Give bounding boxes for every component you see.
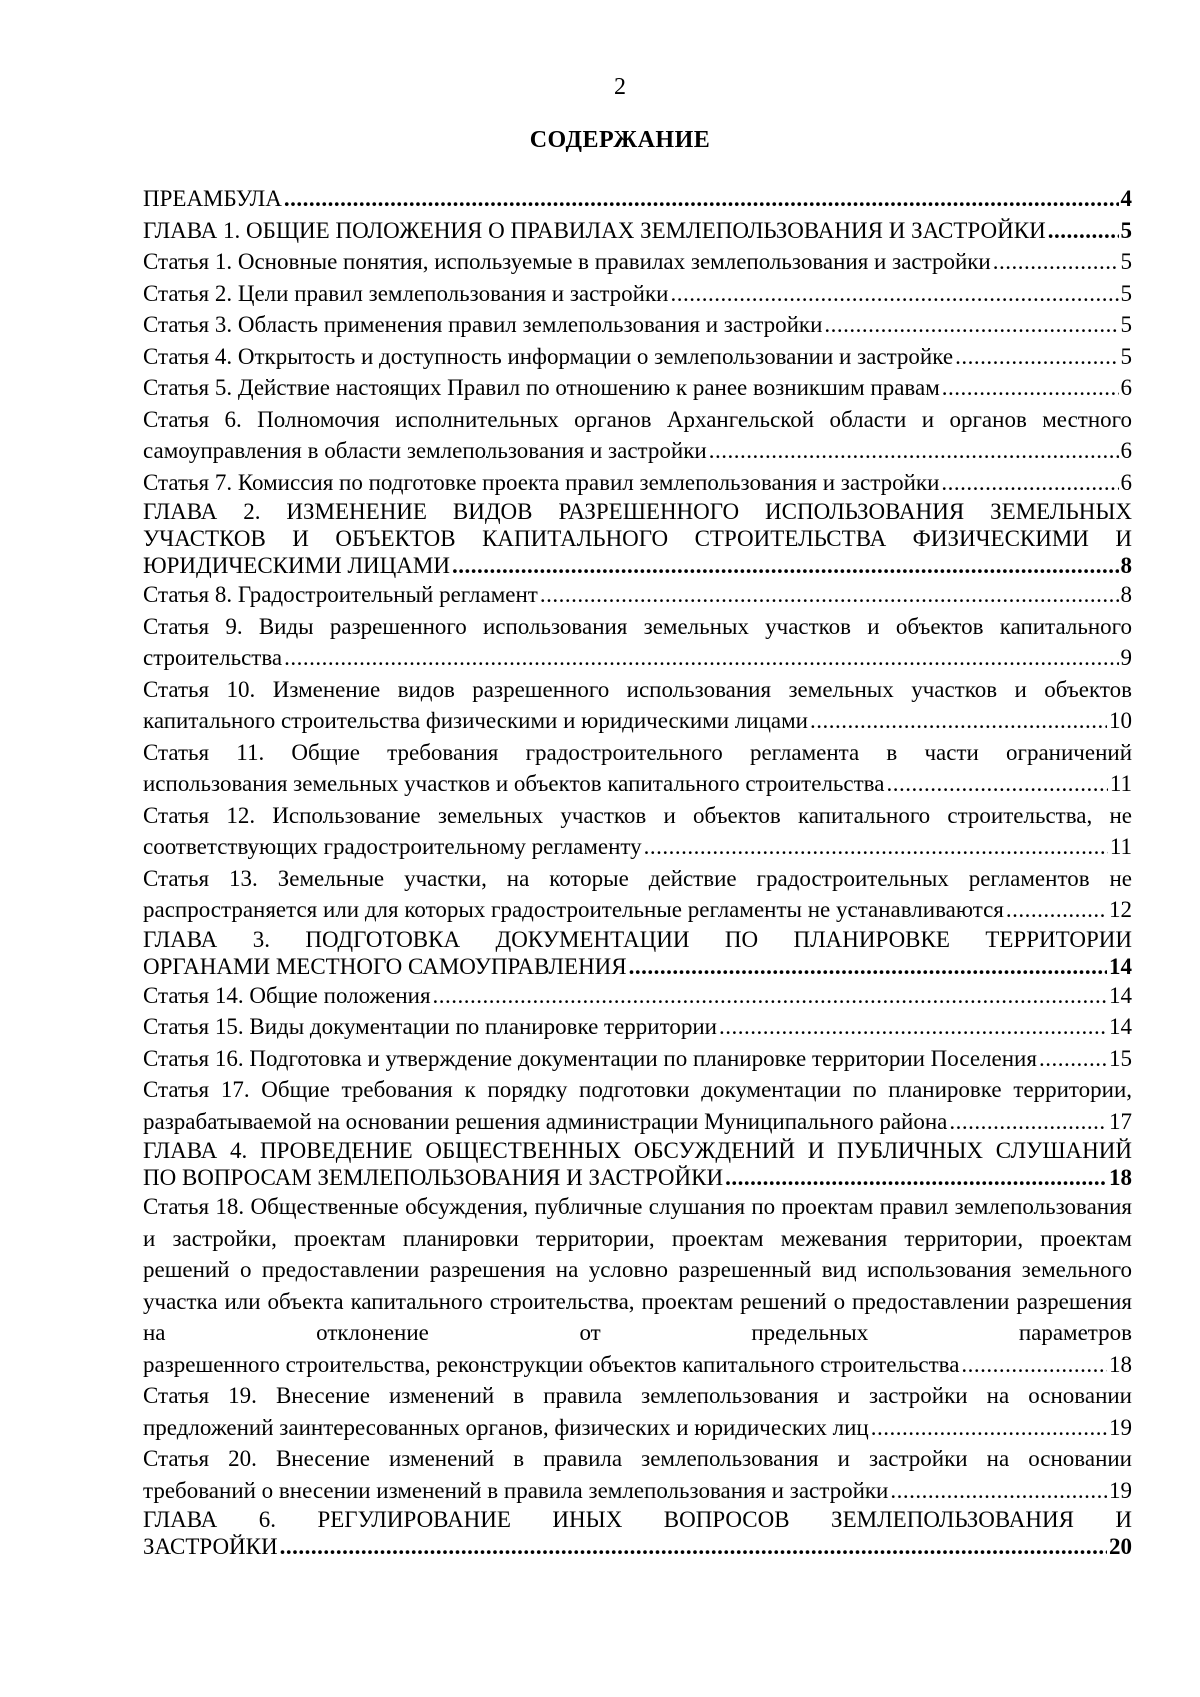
table-of-contents	[143, 183, 1132, 1560]
toc-entry-lead-text: Статья 9. Виды разрешенного использования земельных участков и объектов капитального	[143, 613, 1132, 639]
dot-leader	[886, 768, 1107, 800]
toc-entry-title: распространяется или для которых градостроительные регламенты не устанавливаются	[143, 897, 1004, 922]
toc-entry-line	[143, 953, 1132, 980]
toc-entry-page-number: 12	[1109, 897, 1132, 922]
toc-entry-title: ГЛАВА 1. ОБЩИЕ ПОЛОЖЕНИЯ О ПРАВИЛАХ ЗЕМЛЕПОЛЬЗОВАНИЯ И ЗАСТРОЙКИ	[143, 217, 1046, 243]
toc-article-entry[interactable]	[143, 1043, 1132, 1075]
toc-entry-title: ЗАСТРОЙКИ	[143, 1534, 278, 1559]
toc-chapter-entry[interactable]	[143, 183, 1132, 215]
toc-entry-line	[143, 1412, 1132, 1444]
toc-article-entry[interactable]	[143, 1191, 1132, 1380]
toc-entry-line	[143, 341, 1132, 373]
dot-leader	[949, 1106, 1107, 1138]
toc-entry-line	[143, 1533, 1132, 1560]
toc-entry-line	[143, 980, 1132, 1012]
toc-entry-page-number: 6	[1120, 438, 1132, 463]
toc-entry-page-number: 15	[1109, 1045, 1132, 1071]
toc-article-entry[interactable]	[143, 246, 1132, 278]
dot-leader	[1048, 215, 1119, 247]
toc-entry-page-number: 11	[1109, 834, 1132, 859]
dot-leader	[670, 278, 1118, 310]
toc-entry-title: Статья 1. Основные понятия, используемые в правилах землепользования и застройки	[143, 249, 991, 274]
toc-entry-page-number: 19	[1109, 1414, 1132, 1440]
toc-entry-page-number: 5	[1120, 312, 1132, 337]
toc-entry-page-number: 14	[1109, 1014, 1132, 1039]
dot-leader	[890, 1475, 1107, 1507]
toc-entry-title: предложений заинтересованных органов, физических и юридических лиц	[143, 1414, 869, 1440]
toc-entry-line	[143, 552, 1132, 579]
toc-article-entry[interactable]	[143, 1074, 1132, 1137]
toc-entry-title: ПРЕАМБУЛА	[143, 186, 282, 211]
toc-article-entry[interactable]	[143, 1443, 1132, 1506]
dot-leader	[1006, 894, 1107, 926]
toc-entry-lead-text: Статья 20. Внесение изменений в правила землепользования и застройки на основании	[143, 1446, 1132, 1471]
toc-entry-line	[143, 1106, 1132, 1138]
toc-entry-line	[143, 467, 1132, 499]
toc-entry-page-number: 14	[1109, 953, 1132, 979]
dot-leader	[955, 341, 1118, 373]
toc-article-entry[interactable]	[143, 863, 1132, 926]
toc-article-entry[interactable]	[143, 1011, 1132, 1043]
toc-entry-title: соответствующих градостроительному регламенту	[143, 834, 642, 859]
toc-entry-lead-text: Статья 6. Полномочия исполнительных органов Архангельской области и органов местного	[143, 406, 1132, 432]
toc-entry-lead-text: Статья 17. Общие требования к порядку подготовки документации по планировке территории,	[143, 1077, 1132, 1102]
toc-entry-page-number: 18	[1109, 1165, 1132, 1190]
toc-entry-lead-text: Статья 11. Общие требования градостроительного регламента в части ограничений	[143, 739, 1132, 765]
toc-entry-title: Статья 5. Действие настоящих Правил по отношению к ранее возникшим правам	[143, 375, 940, 400]
toc-entry-line	[143, 642, 1132, 674]
toc-article-entry[interactable]	[143, 737, 1132, 800]
toc-entry-title: использования земельных участков и объектов капитального строительства	[143, 771, 885, 796]
toc-entry-page-number: 14	[1109, 982, 1132, 1008]
toc-entry-page-number: 9	[1120, 645, 1132, 670]
toc-entry-lead-text: ГЛАВА 2. ИЗМЕНЕНИЕ ВИДОВ РАЗРЕШЕННОГО ИСПОЛЬЗОВАНИЯ ЗЕМЕЛЬНЫХ УЧАСТКОВ И ОБЪЕКТОВ КАПИТАЛЬНОГО СТРОИТЕЛЬСТВА ФИЗИЧЕСКИМИ И	[143, 499, 1132, 551]
toc-entry-page-number: 8	[1120, 553, 1132, 578]
toc-entry-title: Статья 14. Общие положения	[143, 982, 431, 1008]
toc-entry-page-number: 6	[1120, 375, 1132, 400]
dot-leader	[871, 1412, 1107, 1444]
toc-entry-title: капитального строительства физическими и юридическими лицами	[143, 708, 808, 733]
dot-leader	[1039, 1043, 1107, 1075]
toc-entry-page-number: 19	[1109, 1477, 1132, 1503]
dot-leader	[629, 953, 1107, 980]
toc-entry-page-number: 17	[1109, 1108, 1132, 1134]
toc-entry-title: ЮРИДИЧЕСКИМИ ЛИЦАМИ	[143, 553, 450, 578]
toc-entry-line	[143, 1475, 1132, 1507]
toc-article-entry[interactable]	[143, 579, 1132, 611]
toc-entry-line	[143, 1164, 1132, 1191]
toc-chapter-entry[interactable]	[143, 498, 1132, 579]
dot-leader	[284, 642, 1118, 674]
dot-leader	[452, 552, 1119, 579]
toc-article-entry[interactable]	[143, 404, 1132, 467]
toc-article-entry[interactable]	[143, 674, 1132, 737]
dot-leader	[644, 831, 1108, 863]
toc-entry-lead-text: ГЛАВА 3. ПОДГОТОВКА ДОКУМЕНТАЦИИ ПО ПЛАНИРОВКЕ ТЕРРИТОРИИ	[143, 926, 1132, 952]
toc-entry-title: строительства	[143, 645, 283, 670]
toc-entry-lead-text: Статья 12. Использование земельных участков и объектов капитального строительства, не	[143, 802, 1132, 828]
toc-entry-title: ОРГАНАМИ МЕСТНОГО САМОУПРАВЛЕНИЯ	[143, 953, 627, 979]
dot-leader	[824, 309, 1118, 341]
toc-entry-page-number: 5	[1120, 343, 1132, 369]
dot-leader	[284, 183, 1119, 215]
dot-leader	[709, 435, 1119, 467]
dot-leader	[810, 705, 1107, 737]
toc-entry-line	[143, 309, 1132, 341]
dot-leader	[993, 246, 1119, 278]
toc-entry-page-number: 8	[1120, 582, 1132, 607]
toc-title: СОДЕРЖАНИЕ	[529, 127, 711, 153]
toc-entry-lead-text: Статья 13. Земельные участки, на которые действие градостроительных регламентов не	[143, 865, 1132, 891]
toc-entry-lead-text: Статья 10. Изменение видов разрешенного использования земельных участков и объектов	[143, 676, 1132, 702]
dot-leader	[942, 372, 1119, 404]
toc-entry-page-number: 18	[1109, 1351, 1132, 1377]
toc-article-entry[interactable]	[143, 467, 1132, 499]
toc-entry-title: Статья 15. Виды документации по планировке территории	[143, 1014, 717, 1039]
toc-entry-title: разрабатываемой на основании решения администрации Муниципального района	[143, 1108, 948, 1134]
toc-entry-line	[143, 372, 1132, 404]
toc-entry-title: Статья 8. Градостроительный регламент	[143, 582, 538, 607]
toc-entry-line	[143, 768, 1132, 800]
toc-entry-title: требований о внесении изменений в правила землепользования и застройки	[143, 1477, 889, 1503]
toc-entry-title: Статья 4. Открытость и доступность информации о землепользовании и застройке	[143, 343, 954, 369]
toc-chapter-entry[interactable]	[143, 1137, 1132, 1191]
toc-article-entry[interactable]	[143, 309, 1132, 341]
toc-entry-line	[143, 1011, 1132, 1043]
toc-entry-lead-text: Статья 18. Общественные обсуждения, публичные слушания по проектам правил землепользования и застройки, проектам планировки территории, проектам межевания территории, проектам решений о предоставлении разрешения на условно разрешенный вид использования земельного участка или объекта капитального строительства, проектам решений о предоставлении разрешения на отклонение от предельных параметров	[143, 1194, 1132, 1345]
toc-entry-page-number: 5	[1120, 217, 1132, 243]
toc-entry-title: Статья 7. Комиссия по подготовке проекта правил землепользования и застройки	[143, 469, 940, 495]
toc-article-entry[interactable]	[143, 800, 1132, 863]
toc-entry-page-number: 5	[1120, 280, 1132, 306]
toc-entry-line	[143, 894, 1132, 926]
toc-entry-page-number: 11	[1109, 771, 1132, 796]
dot-leader	[280, 1533, 1107, 1560]
toc-entry-line	[143, 278, 1132, 310]
toc-entry-title: Статья 16. Подготовка и утверждение документации по планировке территории Поселения	[143, 1045, 1037, 1071]
toc-entry-line	[143, 1349, 1132, 1381]
toc-entry-title: Статья 3. Область применения правил землепользования и застройки	[143, 312, 823, 337]
toc-chapter-entry[interactable]	[143, 215, 1132, 247]
toc-article-entry[interactable]	[143, 372, 1132, 404]
toc-article-entry[interactable]	[143, 611, 1132, 674]
toc-entry-line	[143, 705, 1132, 737]
toc-entry-line	[143, 1043, 1132, 1075]
toc-entry-title: ПО ВОПРОСАМ ЗЕМЛЕПОЛЬЗОВАНИЯ И ЗАСТРОЙКИ	[143, 1165, 724, 1190]
dot-leader	[961, 1349, 1107, 1381]
page-number: 2	[614, 74, 626, 100]
toc-entry-line	[143, 831, 1132, 863]
toc-entry-lead-text: ГЛАВА 4. ПРОВЕДЕНИЕ ОБЩЕСТВЕННЫХ ОБСУЖДЕНИЙ И ПУБЛИЧНЫХ СЛУШАНИЙ	[143, 1138, 1132, 1163]
dot-leader	[719, 1011, 1107, 1043]
toc-article-entry[interactable]	[143, 341, 1132, 373]
toc-chapter-entry[interactable]	[143, 1506, 1132, 1560]
toc-entry-page-number: 10	[1109, 708, 1132, 733]
dot-leader	[941, 467, 1118, 499]
toc-entry-title: Статья 2. Цели правил землепользования и застройки	[143, 280, 669, 306]
toc-entry-line	[143, 215, 1132, 247]
toc-entry-line	[143, 435, 1132, 467]
toc-entry-title: разрешенного строительства, реконструкции объектов капитального строительства	[143, 1351, 960, 1377]
toc-entry-lead-text: ГЛАВА 6. РЕГУЛИРОВАНИЕ ИНЫХ ВОПРОСОВ ЗЕМЛЕПОЛЬЗОВАНИЯ И	[143, 1507, 1132, 1532]
dot-leader	[725, 1164, 1107, 1191]
toc-entry-page-number: 4	[1120, 186, 1132, 211]
toc-entry-line	[143, 579, 1132, 611]
toc-entry-page-number: 6	[1120, 469, 1132, 495]
toc-entry-page-number: 20	[1109, 1534, 1132, 1559]
toc-article-entry[interactable]	[143, 980, 1132, 1012]
dot-leader	[540, 579, 1119, 611]
toc-entry-title: самоуправления в области землепользования и застройки	[143, 438, 707, 463]
toc-entry-line	[143, 246, 1132, 278]
toc-chapter-entry[interactable]	[143, 926, 1132, 980]
toc-article-entry[interactable]	[143, 278, 1132, 310]
toc-entry-line	[143, 183, 1132, 215]
toc-entry-lead-text: Статья 19. Внесение изменений в правила землепользования и застройки на основании	[143, 1383, 1132, 1408]
dot-leader	[433, 980, 1107, 1012]
toc-entry-page-number: 5	[1120, 249, 1132, 274]
toc-article-entry[interactable]	[143, 1380, 1132, 1443]
